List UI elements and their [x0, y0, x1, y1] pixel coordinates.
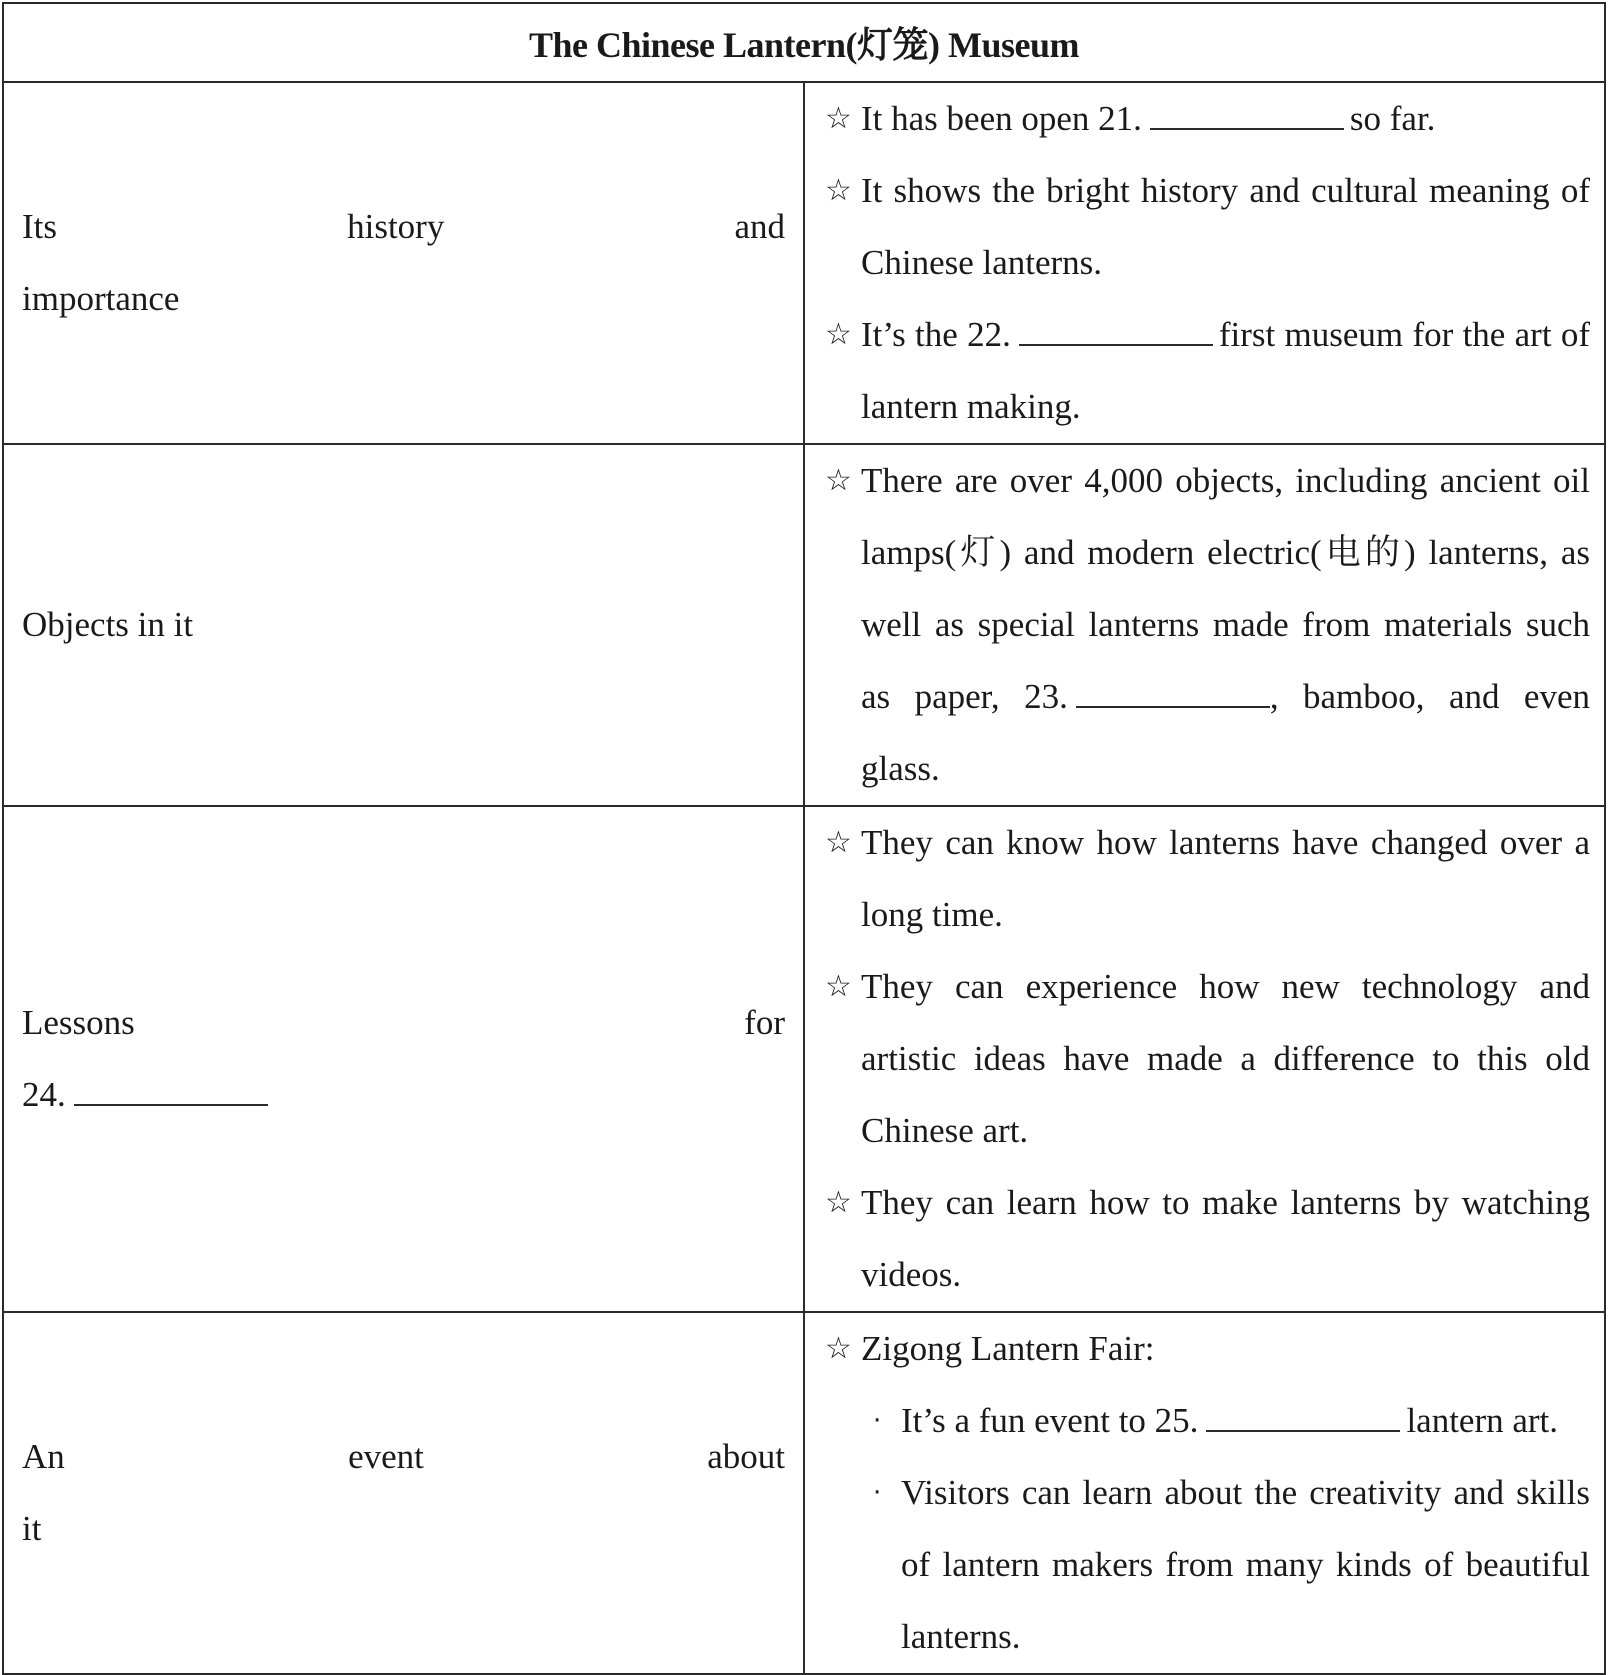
museum-table [2, 2, 1606, 1675]
item-text-before: It has been open 21. [861, 99, 1142, 138]
objects-item [825, 445, 1590, 805]
item-text-before: It’s a fun event to 25. [901, 1401, 1199, 1440]
white-star-icon: ☆ [825, 1331, 852, 1366]
history-label-line-2: importance [22, 279, 180, 318]
white-star-icon: ☆ [825, 969, 852, 1004]
white-star-icon: ☆ [825, 173, 852, 208]
event-sub-item-visitors [825, 1457, 1590, 1673]
middle-dot-icon: · [873, 1406, 882, 1436]
lessons-content [804, 806, 1605, 1312]
answer-blank-21[interactable] [1150, 98, 1344, 130]
event-row [3, 1312, 1605, 1674]
lessons-item-change [825, 807, 1590, 951]
item-text-before: There are over 4,000 objects, including ancient oil lamps(灯) and modern electric(电的) lanterns, as well as special lanterns made from materials such as paper, 23. [861, 461, 1590, 716]
item-text: They can learn how to make lanterns by watching videos. [861, 1183, 1590, 1294]
lessons-label-line-2: 24. [22, 1075, 66, 1114]
white-star-icon: ☆ [825, 825, 852, 860]
item-text-after: lantern art. [1406, 1401, 1559, 1440]
history-item-open [825, 83, 1590, 155]
event-sub-item-fun [825, 1385, 1590, 1457]
objects-label: Objects in it [3, 444, 804, 806]
event-label-line-1: An event about [22, 1437, 785, 1476]
item-text: Zigong Lantern Fair: [861, 1329, 1155, 1368]
white-star-icon: ☆ [825, 463, 852, 498]
answer-blank-24[interactable] [74, 1074, 268, 1106]
objects-row [3, 444, 1605, 806]
middle-dot-icon: · [873, 1478, 882, 1508]
item-text-after: first museum for the art of lantern making. [861, 315, 1591, 426]
lessons-item-technology [825, 951, 1590, 1167]
white-star-icon: ☆ [825, 1185, 852, 1220]
event-label-line-2: it [22, 1509, 42, 1548]
lessons-label [3, 806, 804, 1312]
history-item-meaning [825, 155, 1590, 299]
item-text: They can experience how new technology and artistic ideas have made a difference to this old Chinese art. [861, 967, 1590, 1150]
history-content [804, 82, 1605, 444]
history-row [3, 82, 1605, 444]
event-item-fair [825, 1313, 1590, 1385]
history-item-first [825, 299, 1590, 443]
item-text-after: so far. [1349, 99, 1436, 138]
lessons-item-videos [825, 1167, 1590, 1311]
item-text-after: , bamboo, and even glass. [861, 677, 1590, 788]
event-content [804, 1312, 1605, 1674]
history-label-line-1: Its history and [22, 207, 785, 246]
objects-content [804, 444, 1605, 806]
event-label [3, 1312, 804, 1674]
worksheet [2, 2, 1606, 1656]
answer-blank-25[interactable] [1206, 1400, 1400, 1432]
answer-blank-22[interactable] [1019, 314, 1213, 346]
title-row [3, 3, 1605, 82]
item-text: Visitors can learn about the creativity and skills of lantern makers from many kinds of beautiful lanterns. [901, 1473, 1590, 1656]
lessons-label-line-1: Lessons for [22, 1003, 785, 1042]
item-text: It shows the bright history and cultural meaning of Chinese lanterns. [861, 171, 1590, 282]
history-label [3, 82, 804, 444]
white-star-icon: ☆ [825, 101, 852, 136]
table-title: The Chinese Lantern(灯笼) Museum [3, 3, 1605, 82]
item-text: They can know how lanterns have changed over a long time. [861, 823, 1590, 934]
item-text-before: It’s the 22. [861, 315, 1011, 354]
white-star-icon: ☆ [825, 317, 852, 352]
answer-blank-23[interactable] [1076, 676, 1270, 708]
lessons-row [3, 806, 1605, 1312]
